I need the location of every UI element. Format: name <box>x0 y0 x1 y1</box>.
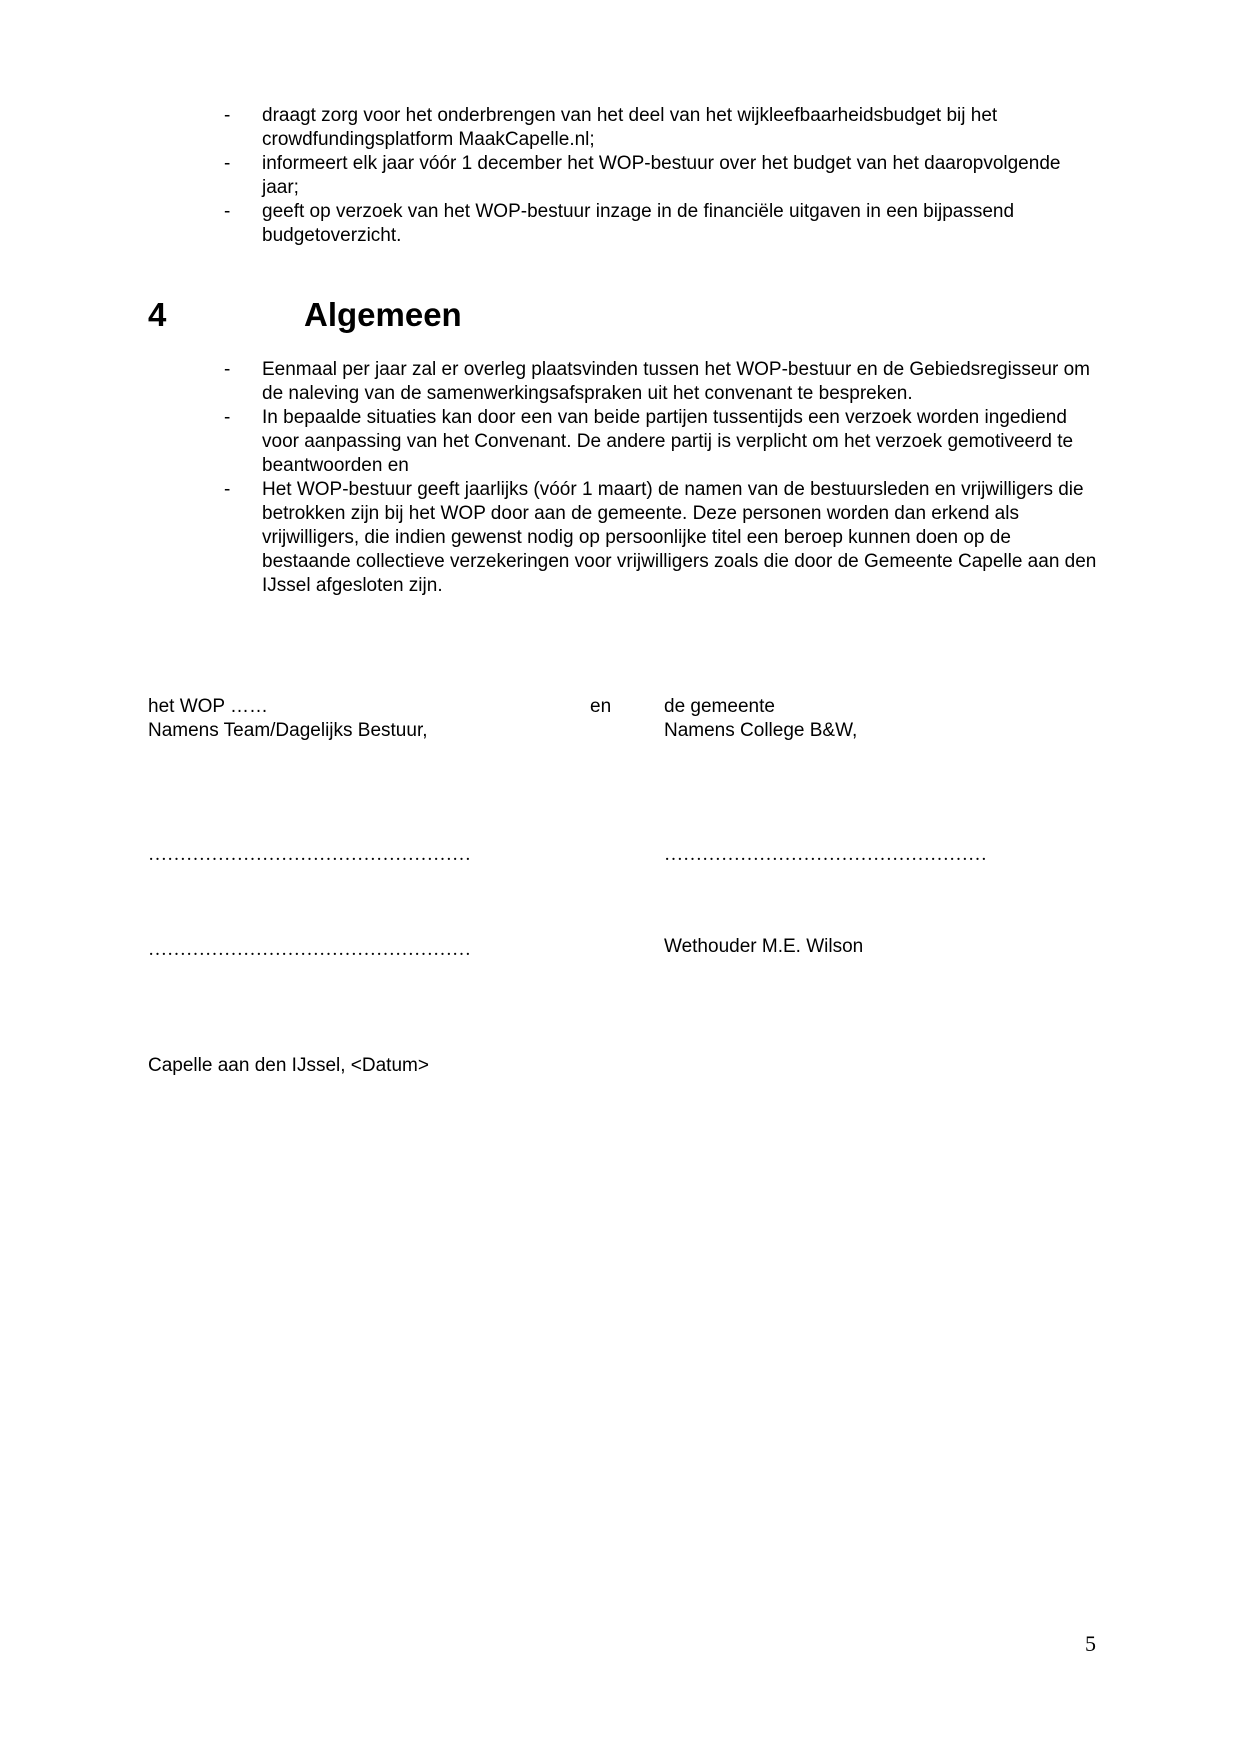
list-item-text: In bepaalde situaties kan door een van beide partijen tussentijds een verzoek worden ingediend voor aanpassing van het Convenant. De andere partij is verplicht om het verzoek gemotiveerd te beantwoorden en <box>262 407 1074 476</box>
left-signature-line: …………………………………………… <box>148 844 471 865</box>
list-item-text: Eenmaal per jaar zal er overleg plaatsvinden tussen het WOP-bestuur en de Gebiedsregisseur om de naleving van de samenwerkingsafspraken uit het convenant te bespreken. <box>262 359 1090 404</box>
list-item <box>0 104 1241 152</box>
conjunction: en <box>590 696 612 717</box>
right-on-behalf: Namens College B&W, <box>664 720 858 741</box>
left-on-behalf: Namens Team/Dagelijks Bestuur, <box>148 720 428 741</box>
list-marker: - <box>224 153 231 174</box>
right-signatory-name: Wethouder M.E. Wilson <box>664 936 864 957</box>
list-item-text: Het WOP-bestuur geeft jaarlijks (vóór 1 maart) de namen van de bestuursleden en vrijwilligers die betrokken zijn bij het WOP door aan de gemeente. Deze personen worden dan erkend als vrijwilligers, die indien gewenst nodig op persoonlijke titel een beroep kunnen doen op de bestaande collectieve verzekeringen voor vrijwilligers zoals die door de Gemeente Capelle aan den IJssel afgesloten zijn. <box>262 479 1097 596</box>
list-item-text: informeert elk jaar vóór 1 december het WOP-bestuur over het budget van het daaropvolgende jaar; <box>262 153 1061 198</box>
list-item <box>0 152 1241 200</box>
list-item <box>0 406 1241 478</box>
place-date: Capelle aan den IJssel, <Datum> <box>148 1055 429 1076</box>
list-item-text: draagt zorg voor het onderbrengen van het deel van het wijkleefbaarheidsbudget bij het crowdfundingsplatform MaakCapelle.nl; <box>262 105 998 150</box>
page-number: 5 <box>1085 1631 1096 1656</box>
list-marker: - <box>224 479 231 500</box>
bullet-list-top <box>0 104 1241 248</box>
list-item-text: geeft op verzoek van het WOP-bestuur inzage in de financiële uitgaven in een bijpassend budgetoverzicht. <box>262 201 1015 246</box>
bullet-list-algemeen <box>0 358 1241 598</box>
left-signature-line-2: …………………………………………… <box>148 939 471 960</box>
list-item <box>0 200 1241 248</box>
list-marker: - <box>224 407 231 428</box>
list-marker: - <box>224 201 231 222</box>
left-party: het WOP …… <box>148 696 269 717</box>
list-item <box>0 478 1241 598</box>
section-title: Algemeen <box>304 296 462 333</box>
list-marker: - <box>224 359 231 380</box>
right-party: de gemeente <box>664 696 775 717</box>
right-signature-line: …………………………………………… <box>664 844 987 865</box>
section-number: 4 <box>148 296 167 333</box>
list-item <box>0 358 1241 406</box>
list-marker: - <box>224 105 231 126</box>
